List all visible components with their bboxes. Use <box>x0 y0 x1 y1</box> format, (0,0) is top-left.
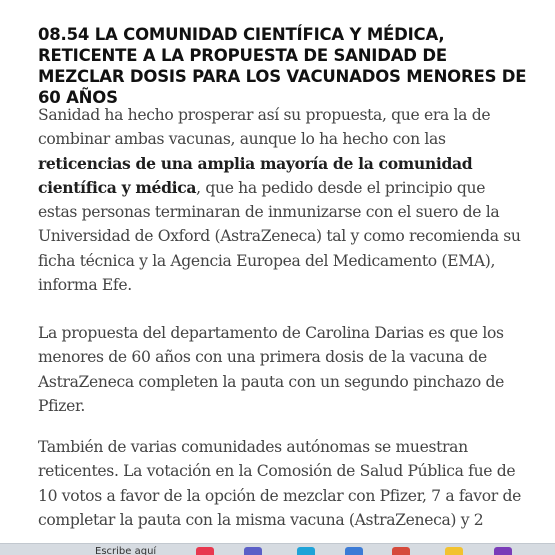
windows-taskbar <box>0 543 555 555</box>
media-icon[interactable] <box>494 547 512 555</box>
paragraph-1-text-before: Sanidad ha hecho prosperar así su propuesta, que era la de combinar ambas vacunas, aunque lo ha hecho con las <box>38 106 491 149</box>
paragraph-1-text-after: , que ha pedido desde el principio que estas personas terminaran de inmunizarse con el suero de la Universidad de Oxford (AstraZeneca) tal y como recomienda su ficha técnica y la Agencia Europea del Medicamento (EMA), informa Efe. <box>38 178 521 295</box>
store-icon[interactable] <box>196 547 214 555</box>
app-icon[interactable] <box>345 547 363 555</box>
article-paragraph-1 <box>38 103 528 297</box>
article-headline: 08.54 LA COMUNIDAD CIENTÍFICA Y MÉDICA, RETICENTE A LA PROPUESTA DE SANIDAD DE MEZCLAR DOSIS PARA LOS VACUNADOS MENORES DE 60 AÑOS <box>38 25 527 107</box>
chrome-icon[interactable] <box>392 547 410 555</box>
article-paragraph-3: También de varias comunidades autónomas se muestran reticentes. La votación en la Comosión de Salud Pública fue de 10 votos a favor de la opción de mezclar con Pfizer, 7 a favor de completar la pauta con la misma vacuna (AstraZeneca) y 2 <box>38 438 521 529</box>
notes-icon[interactable] <box>445 547 463 555</box>
taskbar-search-text[interactable]: Escribe aquí <box>95 546 157 555</box>
teams-icon[interactable] <box>244 547 262 555</box>
edge-icon[interactable] <box>297 547 315 555</box>
article-paragraph-2: La propuesta del departamento de Carolina Darias es que los menores de 60 años con una primera dosis de la vacuna de AstraZeneca completen la pauta con un segundo pinchazo de Pfizer. <box>38 324 504 415</box>
paragraph-1-bold-text: reticencias de una amplia mayoría de la comunidad científica y médica <box>38 153 473 197</box>
